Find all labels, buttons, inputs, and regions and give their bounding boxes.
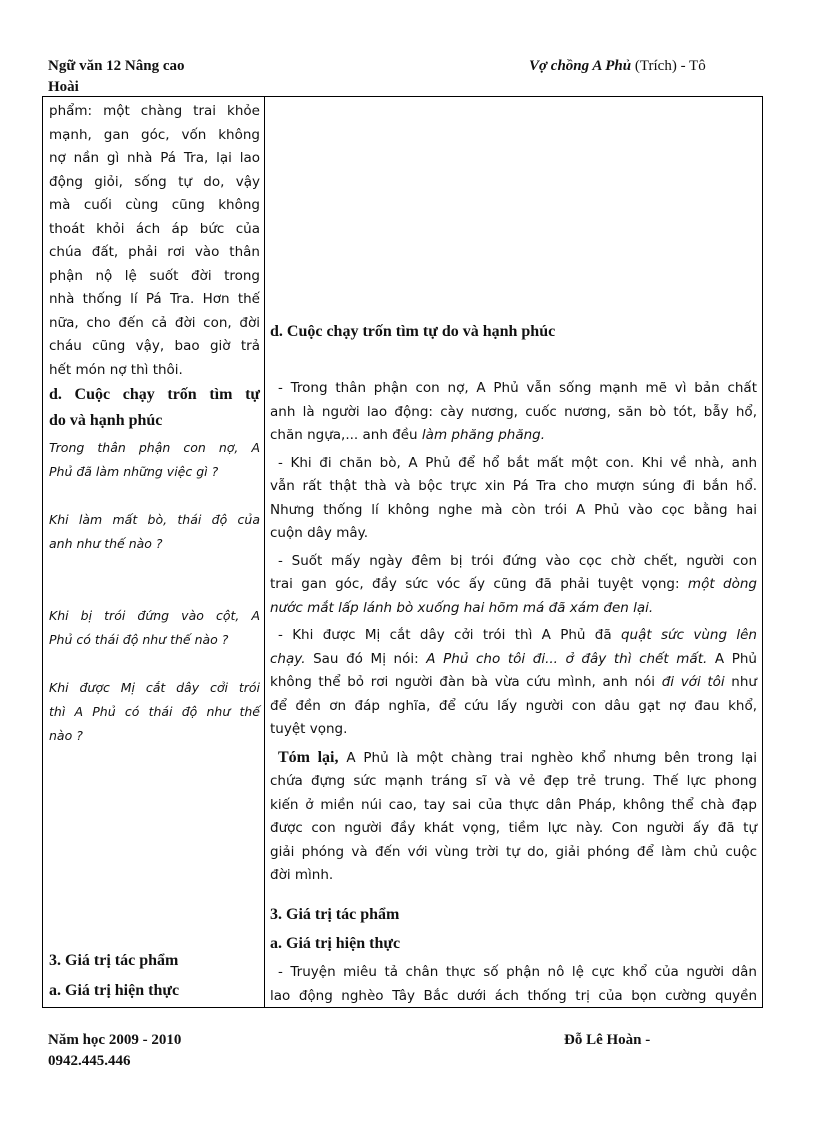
text-line <box>270 648 757 672</box>
right-heading-d: d. Cuộc chạy trốn tìm tự do và hạnh phúc <box>270 323 556 340</box>
text-line: lao động nghèo Tây Bắc dưới ách thống trị của bọn cường quyền <box>270 987 757 1004</box>
text-line: được con người đầy khát vọng, tiềm lực này. Con người ấy đã tự <box>270 820 757 836</box>
header-right <box>529 56 706 77</box>
header-work-rest: (Trích) - Tô <box>631 58 706 74</box>
text-line <box>270 573 757 597</box>
left-para-line: mạnh, gan góc, vốn không <box>49 126 260 143</box>
text-line <box>270 671 757 695</box>
text-line: anh là người lao động: cày nương, cuốc nương, săn bò tót, bẫy hổ, <box>270 403 757 420</box>
question-2 <box>49 508 260 556</box>
left-heading-a: a. Giá trị hiện thực <box>49 982 180 999</box>
text-line: vẫn rất thật thà và bộc trực xin Pá Tra cho mượn súng đi bắn hổ. <box>270 478 757 494</box>
text-line: - Suốt mấy ngày đêm bị trói đứng vào cọc chờ chết, người con <box>278 552 757 569</box>
italic-run: quật sức vùng lên <box>620 627 757 643</box>
question-line: Trong thân phận con nợ, A <box>49 440 260 455</box>
lesson-table <box>42 96 763 1008</box>
text-run: - Khi được Mị cắt dây cởi trói thì A Phủ đã <box>278 627 621 643</box>
left-paragraph <box>49 100 260 382</box>
question-line: Khi bị trói đứng vào cột, A <box>49 608 260 623</box>
italic-run: chạy. <box>270 650 306 667</box>
text-line: giải phóng và đến với vùng trời tự do, giải phóng để làm chủ cuộc <box>270 843 757 860</box>
italic-run: một dòng <box>687 576 757 592</box>
header-left <box>48 56 185 98</box>
header-work-title: Vợ chồng A Phủ <box>529 58 632 74</box>
text-line: Nhưng thống lí không nghe mà còn trói A Phủ vào cọc bằng hai <box>270 501 757 518</box>
text-line: tuyệt vọng. <box>270 721 348 737</box>
footer-author: Đỗ Lê Hoàn - <box>564 1032 651 1048</box>
summary-line <box>270 746 757 771</box>
left-column <box>49 100 260 999</box>
text-run: A Phủ <box>707 650 757 667</box>
text-line: để đền ơn đáp nghĩa, để cứu lấy người con dâu gạt nợ đau khổ, <box>270 697 757 714</box>
left-heading-d <box>49 382 260 434</box>
left-para-line: thoát khỏi ách áp bức của <box>49 220 260 237</box>
left-para-line: hết món nợ thì thôi. <box>49 361 183 378</box>
right-section-d <box>270 377 757 888</box>
header-course: Ngữ văn 12 Nâng cao <box>48 58 185 74</box>
question-line: Khi làm mất bò, thái độ của <box>49 512 260 527</box>
summary-label: Tóm lại, <box>278 748 339 766</box>
left-para-line: động giỏi, sống tự do, vậy <box>49 173 260 190</box>
text-line <box>270 424 757 448</box>
text-line: nước mắt lấp lánh bò xuống hai hõm má đã xám đen lại. <box>270 599 654 616</box>
left-para-line: nợ nần gì nhà Pá Tra, lại lao <box>49 150 260 166</box>
column-divider <box>264 97 265 1007</box>
question-line: Phủ có thái độ như thế nào ? <box>49 632 229 647</box>
italic-run: A Phủ cho tôi đi... ở đây thì chết mất. <box>426 650 708 667</box>
left-para-line: nữa, cho đến cả đời con, đời <box>49 314 260 331</box>
left-para-line: phẩm: một chàng trai khỏe <box>49 103 260 119</box>
left-heading-d-line: d. Cuộc chạy trốn tìm tự <box>49 386 260 403</box>
question-4 <box>49 676 260 748</box>
left-heading-3: 3. Giá trị tác phẩm <box>49 952 179 969</box>
text-run: chăn ngựa,... anh đều <box>270 427 422 443</box>
text-run: A Phủ là một chàng trai nghèo khổ nhưng bên trong lại <box>338 749 758 766</box>
left-para-line: cháu cũng vậy, bao giờ trả <box>49 338 260 354</box>
text-line: kiến ở miền núi cao, tay sai của thực dân Pháp, không thể chà đạp <box>270 796 757 813</box>
left-para-line: phận nộ lệ suốt đời trong <box>49 267 260 284</box>
header-author-cont: Hoài <box>48 79 79 95</box>
text-line: - Khi đi chăn bò, A Phủ để hổ bắt mất một con. Khi về nhà, anh <box>278 454 757 471</box>
question-line: Phủ đã làm những việc gì ? <box>49 464 219 479</box>
text-run: như <box>724 674 757 690</box>
question-3 <box>49 604 260 652</box>
left-heading-d-line: do và hạnh phúc <box>49 412 163 429</box>
text-line <box>270 624 757 648</box>
text-line: cuộn dây mây. <box>270 525 368 541</box>
footer-school-year: Năm học 2009 - 2010 <box>48 1032 182 1048</box>
right-heading-3: 3. Giá trị tác phẩm <box>270 906 400 923</box>
italic-run: làm phăng phăng. <box>421 427 546 443</box>
question-line: Khi được Mị cắt dây cởi trói <box>49 680 260 695</box>
left-para-line: mà cuối cùng cũng không <box>49 197 260 213</box>
footer-left <box>48 1030 181 1072</box>
text-run: Sau đó Mị nói: <box>305 650 427 667</box>
text-line: đời mình. <box>270 867 334 883</box>
footer-phone: 0942.445.446 <box>48 1053 131 1069</box>
italic-run: đi với tôi <box>661 674 725 690</box>
question-line: anh như thế nào ? <box>49 536 163 551</box>
question-1 <box>49 436 260 484</box>
text-line: - Trong thân phận con nợ, A Phủ vẫn sống mạnh mẽ vì bản chất <box>278 380 757 396</box>
right-heading-a: a. Giá trị hiện thực <box>270 935 401 952</box>
question-line: nào ? <box>49 728 83 743</box>
left-para-line: nhà thống lí Pá Tra. Hơn thế <box>49 291 260 307</box>
text-line: - Truyện miêu tả chân thực số phận nô lệ cực khổ của người dân <box>278 964 757 980</box>
question-line: thì A Phủ có thái độ như thế <box>49 704 260 719</box>
text-run: không thể bỏ rơi người đàn bà vừa cứu mình, anh nói <box>270 674 662 690</box>
text-line: chứa đựng sức mạnh tráng sĩ và vẻ đẹp trẻ trung. Thế lực phong <box>270 773 757 789</box>
left-para-line: chúa đất, phải rơi vào thân <box>49 244 260 260</box>
right-section-3a <box>270 961 757 1008</box>
text-run: trai gan góc, đầy sức vóc ấy cũng đã phải tuyệt vọng: <box>270 576 688 592</box>
